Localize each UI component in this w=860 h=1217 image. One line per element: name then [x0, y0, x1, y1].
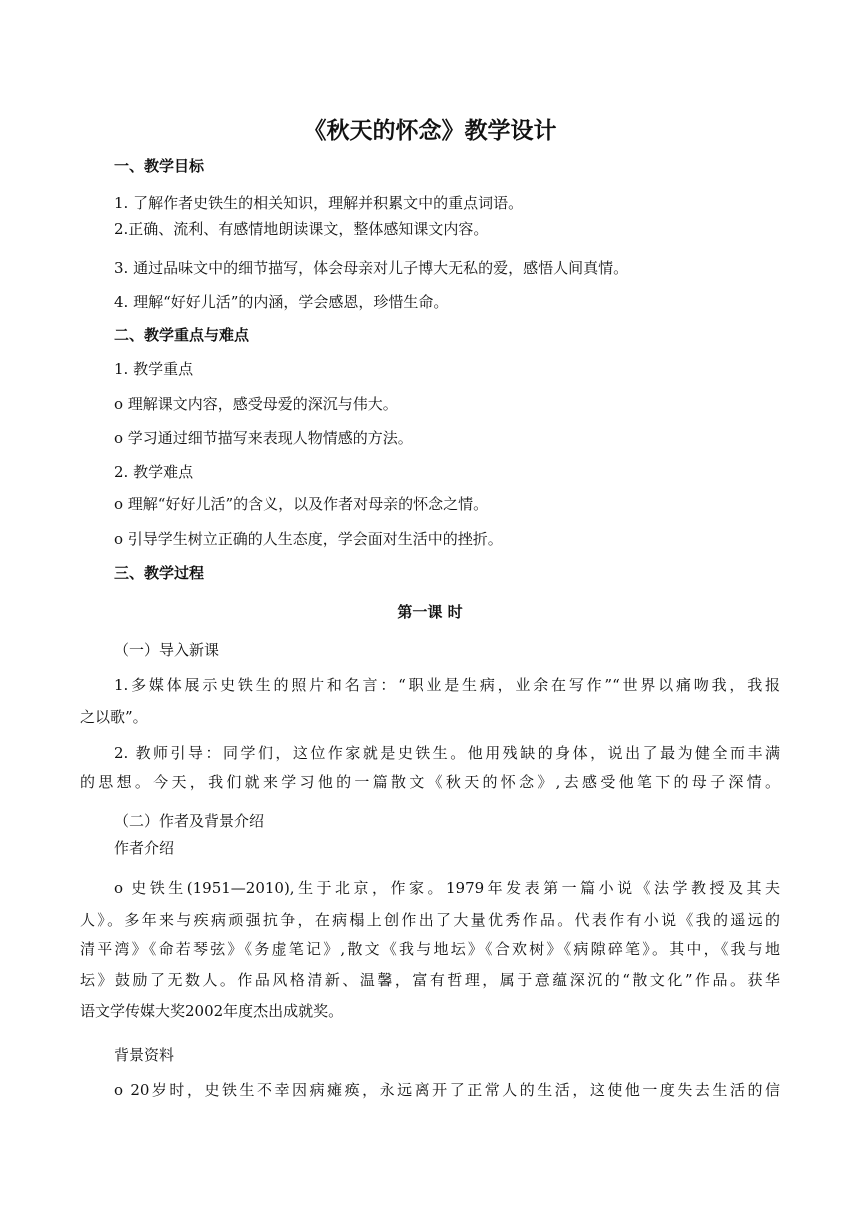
goal-item-1: 1. 了解作者史铁生的相关知识，理解并积累文中的重点词语。 — [114, 194, 524, 212]
intro-paragraph-2-line-1: 2. 教师引导：同学们，这位作家就是史铁生。他用残缺的身体，说出了最为健全而丰满 — [114, 744, 780, 762]
key-points-label: 1. 教学重点 — [114, 360, 194, 378]
difficulty-item-2: o 引导学生树立正确的人生态度，学会面对生活中的挫折。 — [114, 530, 503, 548]
goal-item-3: 3. 通过品味文中的细节描写，体会母亲对儿子博大无私的爱，感悟人间真情。 — [114, 259, 629, 277]
document-title: 《秋天的怀念》教学设计 — [303, 118, 557, 144]
goal-item-2: 2.正确、流利、有感情地朗读课文，整体感知课文内容。 — [114, 220, 489, 238]
section-heading-goals: 一、教学目标 — [114, 157, 205, 175]
lesson-heading: 第一课 时 — [397, 603, 463, 621]
author-line-3: 清平湾》《命若琴弦》《务虚笔记》,散文《我与地坛》《合欢树》《病隙碎笔》。其中，《我与地 — [80, 940, 780, 958]
background-line-1: o 20岁时，史铁生不幸因病瘫痪，永远离开了正常人的生活，这使他一度失去生活的信 — [114, 1081, 780, 1099]
author-line-1: o 史铁生(1951—2010),生于北京，作家。1979年发表第一篇小说《法学教授及其夫 — [114, 879, 780, 897]
section-heading-key-points: 二、教学重点与难点 — [114, 326, 250, 344]
key-point-item-1: o 理解课文内容，感受母爱的深沉与伟大。 — [114, 395, 398, 413]
subsection-intro-heading: （一）导入新课 — [114, 641, 220, 659]
author-line-4: 坛》鼓励了无数人。作品风格清新、温馨，富有哲理，属于意蕴深沉的“散文化”作品。获华 — [80, 971, 780, 989]
background-label: 背景资料 — [114, 1046, 175, 1064]
goal-item-4: 4. 理解“好好儿活”的内涵，学会感恩，珍惜生命。 — [114, 293, 449, 311]
intro-paragraph-1-line-1: 1.多媒体展示史铁生的照片和名言：“职业是生病，业余在写作”“世界以痛吻我，我报 — [114, 676, 780, 694]
difficulty-item-1: o 理解“好好儿活”的含义，以及作者对母亲的怀念之情。 — [114, 495, 489, 513]
key-point-item-2: o 学习通过细节描写来表现人物情感的方法。 — [114, 429, 413, 447]
subsection-author-heading: （二）作者及背景介绍 — [114, 812, 265, 830]
author-line-5: 语文学传媒大奖2002年度杰出成就奖。 — [80, 1002, 344, 1020]
intro-paragraph-2-line-2: 的思想。今天，我们就来学习他的一篇散文《秋天的怀念》,去感受他笔下的母子深情。 — [80, 773, 780, 791]
difficulties-label: 2. 教学难点 — [114, 463, 194, 481]
author-label: 作者介绍 — [114, 839, 175, 857]
intro-paragraph-1-line-2: 之以歌”。 — [80, 708, 148, 726]
section-heading-process: 三、教学过程 — [114, 564, 205, 582]
author-line-2: 人》。多年来与疾病顽强抗争，在病榻上创作出了大量优秀作品。代表作有小说《我的遥远的 — [80, 911, 780, 929]
